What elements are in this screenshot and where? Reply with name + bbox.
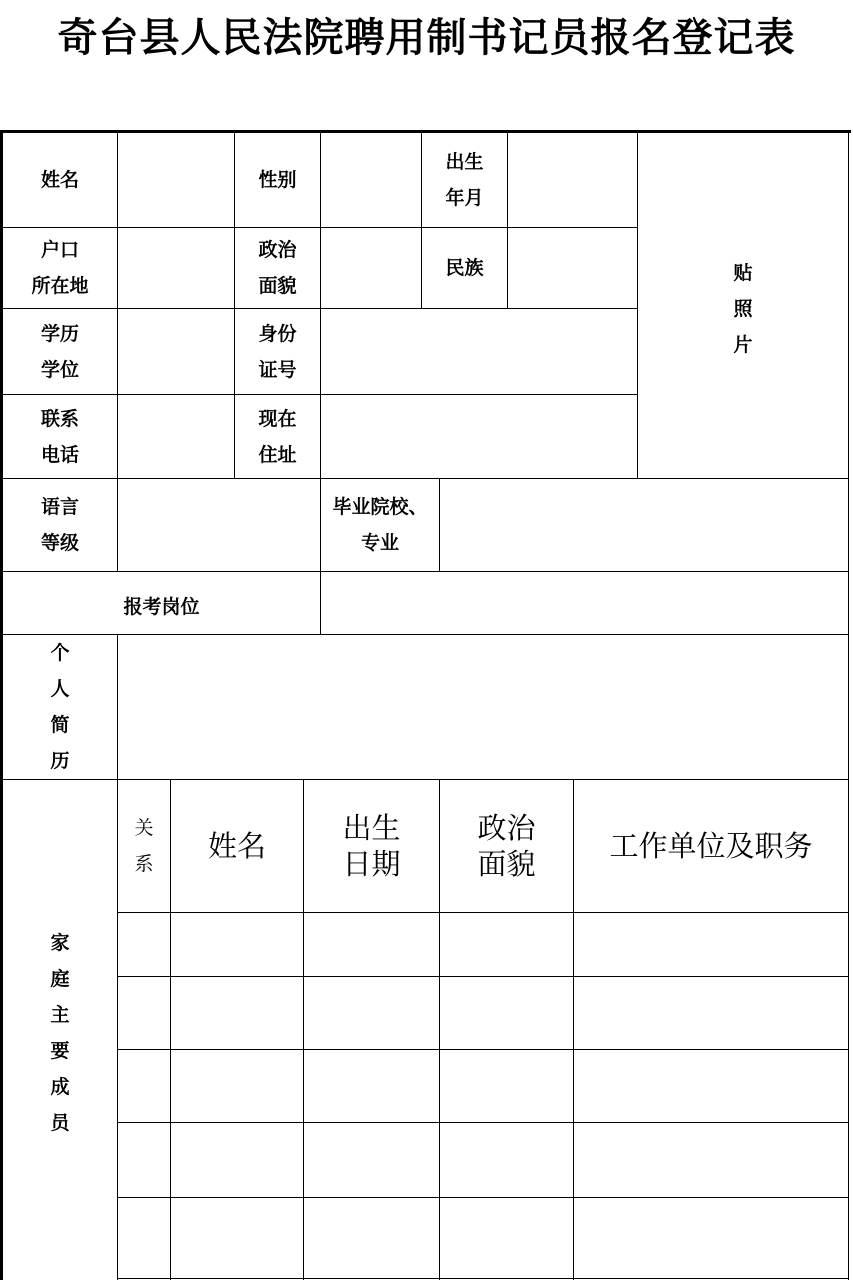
row-line — [118, 1278, 849, 1279]
address-label-line1: 现在 — [258, 407, 297, 430]
ethnicity-field[interactable] — [508, 228, 637, 308]
family-label-char: 庭 — [50, 968, 70, 990]
photo-label-2: 照 — [733, 298, 753, 320]
family-political-header-line1: 政治 — [477, 811, 536, 845]
birth-label — [422, 133, 507, 227]
school-label-line2: 专业 — [360, 532, 399, 554]
hukou-label — [3, 228, 117, 308]
family-member-row[interactable] — [118, 1123, 848, 1197]
address-label-line2: 住址 — [258, 443, 297, 466]
political-field[interactable] — [321, 228, 421, 308]
address-label — [235, 395, 320, 478]
education-label-line2: 学位 — [40, 358, 79, 381]
photo-label-1: 贴 — [733, 262, 753, 284]
political-label-line2: 面貌 — [258, 275, 297, 297]
family-political-header — [440, 780, 573, 912]
resume-label-char: 个 — [50, 642, 70, 664]
relation-header — [118, 780, 170, 912]
language-label-line2: 等级 — [40, 532, 79, 554]
form-title: 奇台县人民法院聘用制书记员报名登记表 — [57, 15, 796, 61]
relation-header-line1: 关 — [134, 817, 154, 839]
education-field[interactable] — [118, 309, 234, 394]
contact-label-line1: 联系 — [40, 407, 79, 430]
ethnicity-label: 民族 — [445, 257, 484, 279]
id-label-line1: 身份 — [258, 322, 297, 345]
resume-label-char: 历 — [50, 750, 70, 772]
school-label-line1: 毕业院校、 — [332, 496, 428, 518]
family-member-row[interactable] — [118, 1198, 848, 1278]
family-birth-header-line1: 出生 — [342, 811, 401, 845]
contact-field[interactable] — [118, 395, 234, 478]
family-label — [3, 780, 117, 1280]
political-label-line1: 政治 — [258, 239, 297, 261]
family-work-header: 工作单位及职务 — [609, 829, 813, 863]
photo-box[interactable] — [638, 133, 848, 478]
family-label-char: 主 — [50, 1004, 70, 1026]
hukou-label-line2: 所在地 — [31, 275, 89, 297]
family-label-char: 员 — [50, 1112, 70, 1134]
form-border-right — [848, 130, 849, 1280]
language-field[interactable] — [118, 479, 320, 571]
education-label — [3, 309, 117, 394]
political-label — [235, 228, 320, 308]
relation-header-line2: 系 — [134, 853, 154, 875]
family-label-char: 成 — [50, 1076, 70, 1098]
id-label — [235, 309, 320, 394]
family-member-row[interactable] — [118, 977, 848, 1049]
birth-field[interactable] — [508, 133, 637, 227]
school-field[interactable] — [440, 479, 848, 571]
address-field[interactable] — [321, 395, 637, 478]
id-label-line2: 证号 — [258, 358, 297, 381]
gender-label: 性别 — [258, 169, 297, 191]
resume-field[interactable] — [118, 635, 848, 779]
language-label-line1: 语言 — [40, 496, 79, 518]
family-birth-header — [304, 780, 439, 912]
name-field[interactable] — [118, 133, 234, 227]
language-label — [3, 479, 117, 571]
id-field[interactable] — [321, 309, 637, 394]
gender-field[interactable] — [321, 133, 421, 227]
resume-label — [3, 635, 117, 779]
education-label-line1: 学历 — [40, 322, 79, 345]
hukou-field[interactable] — [118, 228, 234, 308]
resume-label-char: 简 — [50, 714, 70, 736]
position-field[interactable] — [321, 572, 848, 634]
family-label-char: 家 — [50, 932, 70, 954]
photo-label-3: 片 — [733, 334, 753, 356]
hukou-label-line1: 户口 — [40, 239, 79, 261]
contact-label-line2: 电话 — [40, 443, 79, 466]
contact-label — [3, 395, 117, 478]
family-name-header: 姓名 — [207, 829, 266, 863]
name-label: 姓名 — [40, 169, 79, 191]
family-political-header-line2: 面貌 — [477, 847, 536, 881]
position-label: 报考岗位 — [123, 596, 200, 618]
family-member-row[interactable] — [118, 1050, 848, 1122]
birth-label-line1: 出生 — [445, 151, 484, 173]
family-birth-header-line2: 日期 — [342, 847, 401, 881]
birth-label-line2: 年月 — [445, 187, 484, 209]
resume-label-char: 人 — [50, 678, 70, 700]
school-label — [321, 479, 439, 571]
family-label-char: 要 — [50, 1040, 70, 1062]
family-member-row[interactable] — [118, 913, 848, 976]
